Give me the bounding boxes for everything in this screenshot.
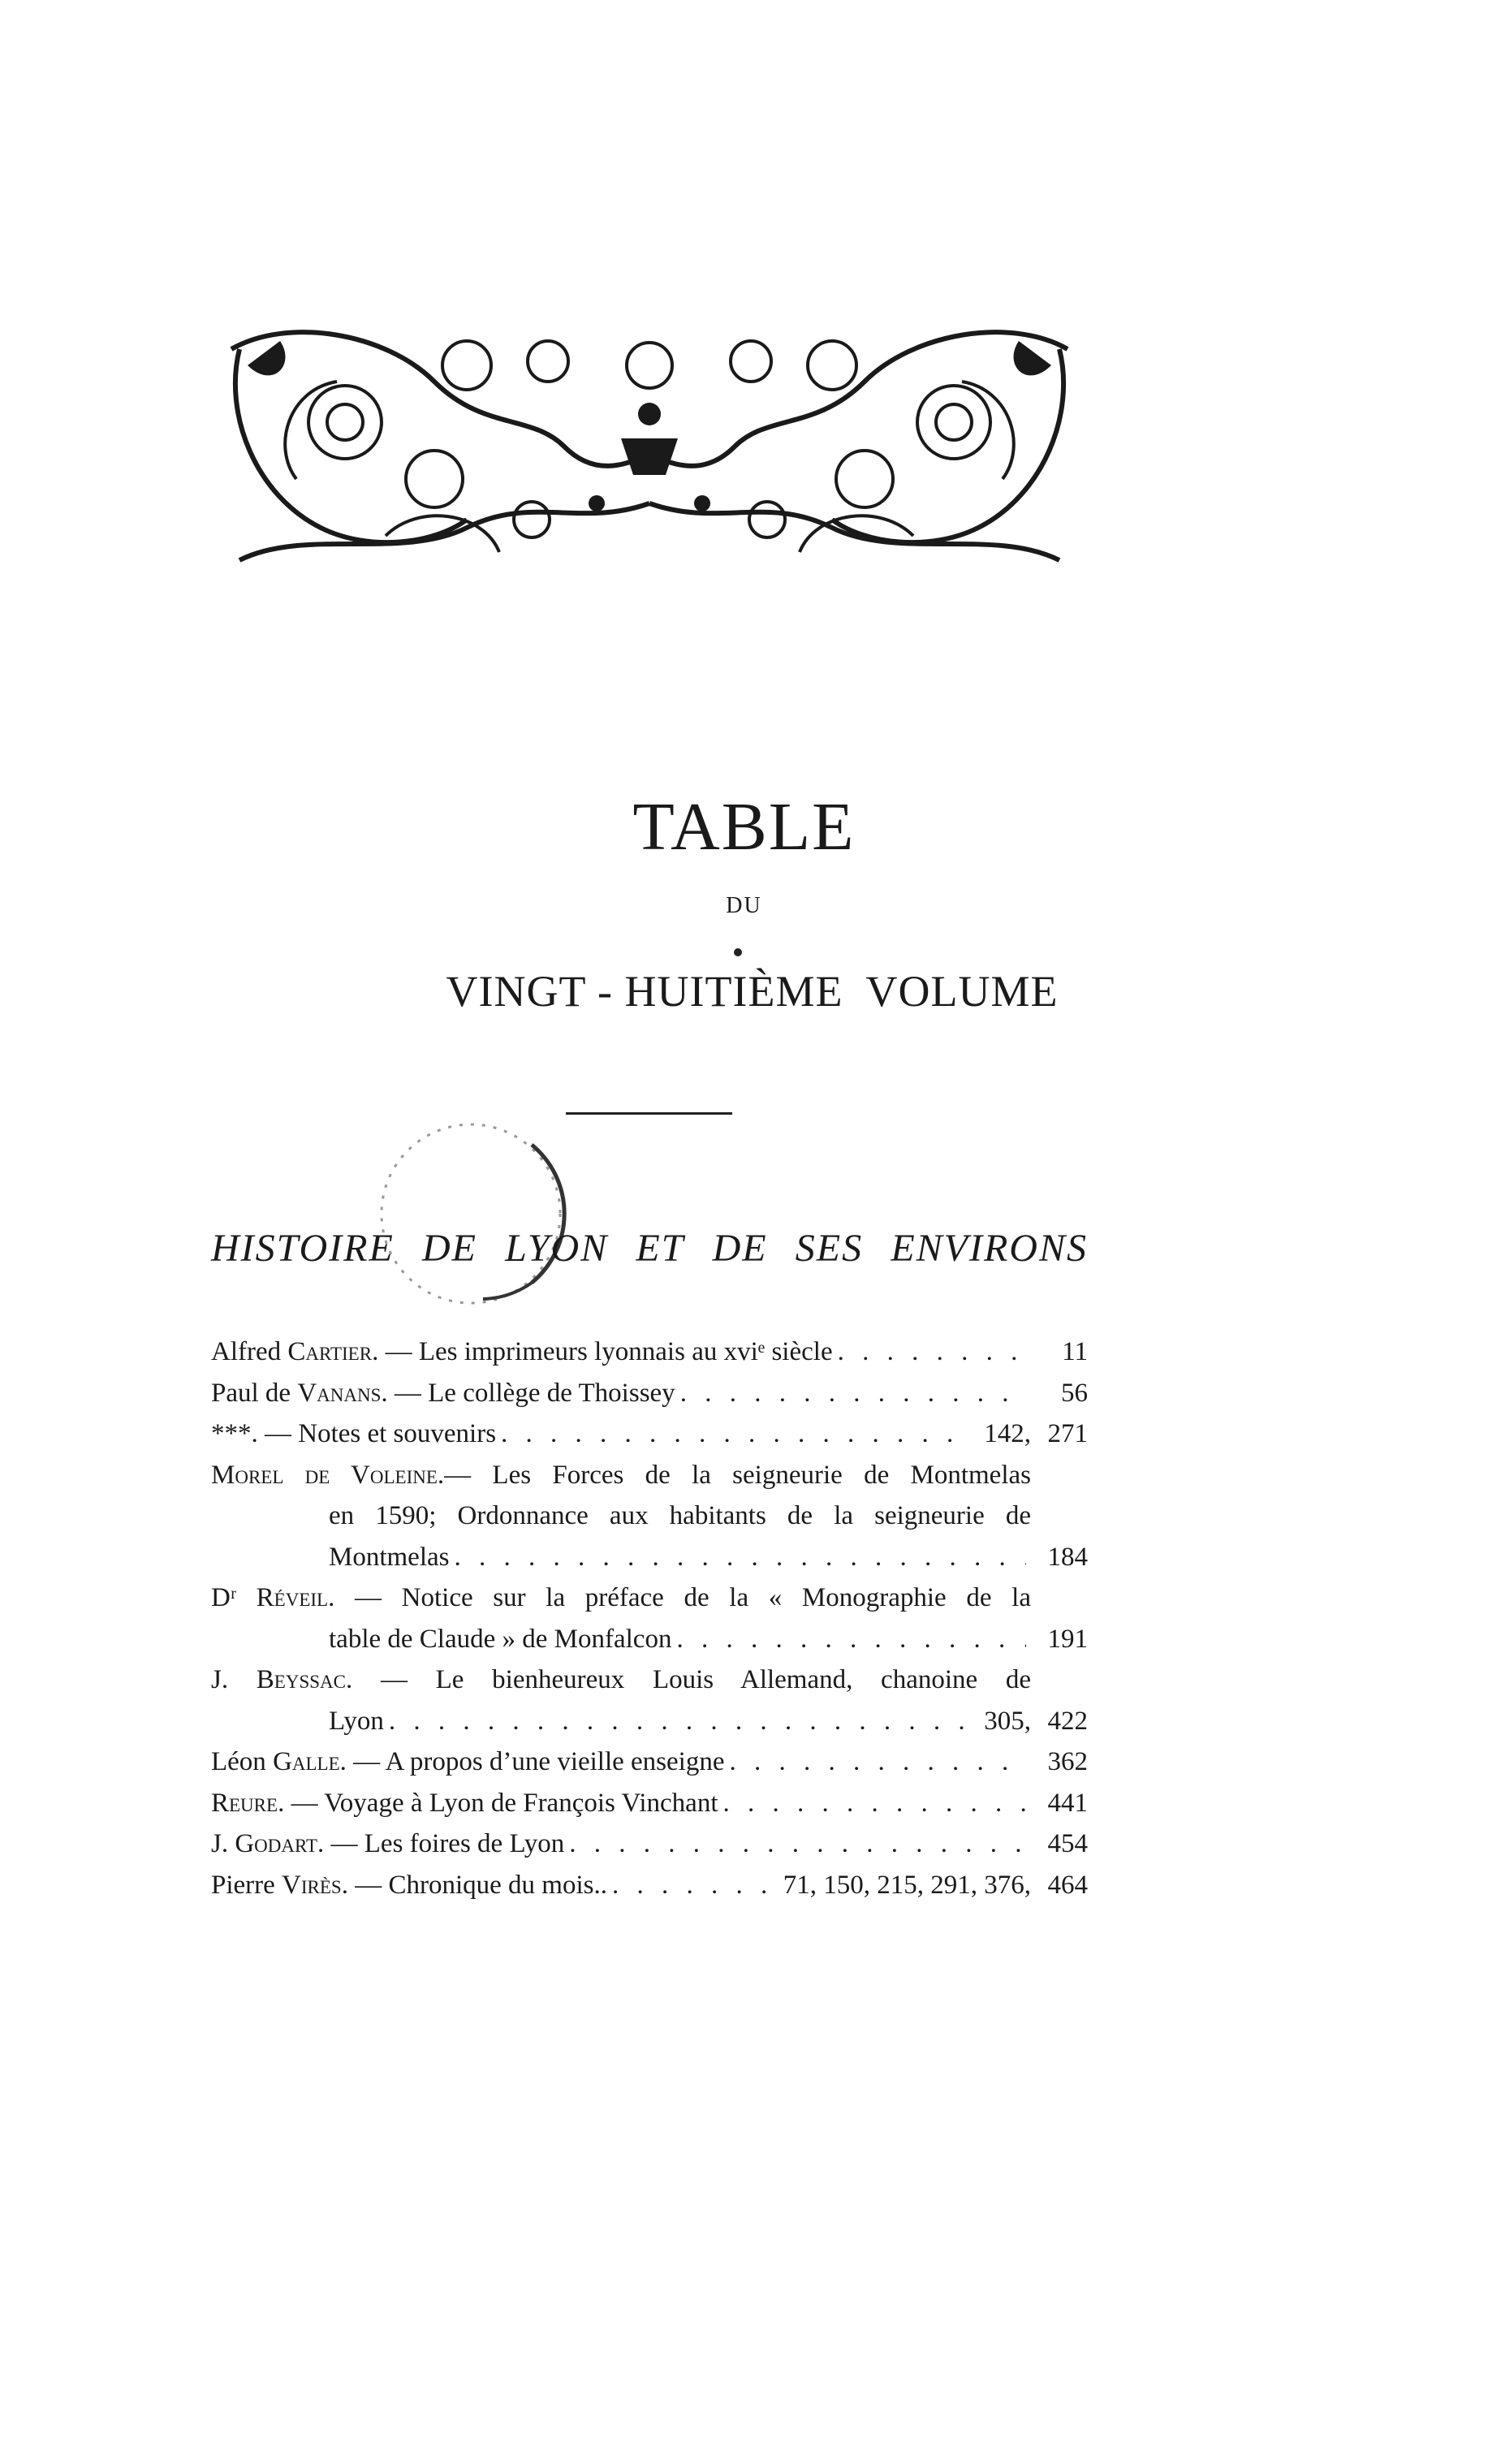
entry-author-prefix: Pierre — [211, 1870, 283, 1900]
toc-entry-continuation — [211, 1619, 1088, 1660]
entry-author-prefix: J. — [211, 1829, 235, 1858]
entry-page: 11 — [1062, 1337, 1088, 1366]
decorative-headpiece-ornament — [223, 317, 1076, 576]
entry-title: . — Chronique du mois.. — [341, 1870, 607, 1900]
leader-dots — [501, 1413, 973, 1455]
section-word: SES — [795, 1227, 864, 1270]
entry-heading — [211, 1413, 496, 1455]
toc-entry-continuation — [211, 1537, 1088, 1578]
entry-title-continuation: en 1590; Ordonnance aux habitants de la seigneurie de — [329, 1501, 1031, 1530]
toc-entry — [211, 1823, 1088, 1865]
leader-dots — [729, 1741, 1026, 1783]
library-stamp — [369, 1112, 572, 1315]
entry-page: 184 — [1047, 1542, 1088, 1572]
table-of-contents — [211, 1331, 1088, 1905]
entry-author-prefix: Paul de — [211, 1378, 298, 1408]
section-word: DE — [712, 1227, 768, 1270]
toc-entry — [211, 1413, 1088, 1455]
entry-author-prefix: Alfred — [211, 1337, 288, 1366]
leader-dots — [676, 1619, 1026, 1660]
leader-dots — [389, 1701, 973, 1742]
subtitle-du: DU — [726, 893, 762, 918]
entry-title: . — Le collège de Thoissey — [381, 1378, 675, 1408]
entry-heading — [211, 1741, 724, 1783]
toc-entry — [211, 1865, 1088, 1906]
entry-author-surname: Virès — [282, 1870, 342, 1900]
ornamental-dot — [734, 948, 742, 956]
entry-page: 191 — [1047, 1624, 1088, 1654]
entry-author-surname: *** — [211, 1419, 252, 1448]
entry-heading — [211, 1823, 564, 1865]
toc-entry — [211, 1783, 1088, 1824]
leader-dots — [838, 1331, 1026, 1373]
toc-entry — [211, 1331, 1088, 1373]
entry-author-prefix: J. — [211, 1665, 257, 1694]
entry-title-continuation: table de Claude » de Monfalcon — [329, 1624, 672, 1654]
entry-title: .— Les Forces de la seigneurie de Montmelas — [437, 1460, 1031, 1490]
entry-pages: 305, — [984, 1706, 1031, 1736]
entry-author-surname: Morel de Voleine — [211, 1460, 438, 1490]
entry-title: . — Voyage à Lyon de François Vinchant — [278, 1788, 718, 1818]
entry-heading — [211, 1783, 718, 1824]
toc-entry-continuation — [211, 1495, 1088, 1537]
entry-heading — [211, 1659, 1031, 1701]
volume-title: VINGT - HUITIÈME VOLUME — [446, 967, 1059, 1016]
section-word: LYON — [505, 1227, 609, 1270]
entry-page: 56 — [1061, 1378, 1088, 1408]
entry-author-prefix: Dʳ — [211, 1583, 257, 1612]
entry-author-surname: Réveil — [256, 1583, 329, 1612]
entry-title-continuation: Lyon — [329, 1706, 384, 1736]
entry-heading — [211, 1455, 1031, 1496]
leader-dots — [680, 1373, 1026, 1414]
section-heading — [211, 1226, 1088, 1271]
entry-author-surname: Reure — [211, 1788, 278, 1818]
entry-page: 362 — [1047, 1747, 1088, 1776]
entry-title: . — A propos d’une vieille enseigne — [339, 1747, 725, 1776]
entry-title: . — Les foires de Lyon — [317, 1829, 565, 1858]
entry-title: . — Le bienheureux Louis Allemand, chanoine de — [346, 1665, 1032, 1694]
toc-entry-continuation — [211, 1701, 1088, 1742]
section-word: ENVIRONS — [891, 1227, 1088, 1270]
entry-pages: 71, 150, 215, 291, 376, — [783, 1870, 1031, 1900]
entry-title: . — Notice sur la préface de la « Monographie de la — [328, 1583, 1031, 1612]
entry-heading — [211, 1373, 675, 1414]
entry-author-surname: Galle — [273, 1747, 340, 1776]
section-word: ET — [636, 1227, 685, 1270]
leader-dots — [569, 1823, 1026, 1865]
entry-author-prefix: Léon — [211, 1747, 274, 1776]
entry-author-surname: Cartier — [287, 1337, 373, 1366]
entry-page: 441 — [1047, 1788, 1088, 1818]
leader-dots — [454, 1537, 1026, 1578]
entry-pages: 142, — [984, 1419, 1031, 1448]
entry-title: . — Notes et souvenirs — [251, 1419, 497, 1448]
toc-entry — [211, 1373, 1088, 1414]
entry-title: . — Les imprimeurs lyonnais au xviᵉ siècle — [372, 1337, 833, 1366]
entry-author-surname: Godart — [235, 1829, 318, 1858]
entry-page: 454 — [1047, 1829, 1088, 1858]
section-word: DE — [421, 1227, 477, 1270]
entry-author-surname: Vanans — [297, 1378, 382, 1408]
toc-entry — [211, 1659, 1088, 1701]
divider-rule — [566, 1112, 732, 1115]
entry-page: 422 — [1047, 1706, 1088, 1736]
toc-entry — [211, 1455, 1088, 1496]
entry-title-continuation: Montmelas — [329, 1542, 450, 1572]
page-title: TABLE — [632, 789, 856, 865]
toc-entry — [211, 1741, 1088, 1783]
entry-heading — [211, 1577, 1031, 1619]
entry-page: 271 — [1047, 1419, 1088, 1448]
entry-heading — [211, 1331, 833, 1373]
entry-page: 464 — [1047, 1870, 1088, 1900]
entry-heading — [211, 1865, 607, 1906]
entry-author-surname: Beyssac — [256, 1665, 347, 1694]
leader-dots — [723, 1783, 1027, 1824]
leader-dots — [612, 1865, 772, 1906]
section-word: HISTOIRE — [211, 1227, 395, 1270]
toc-entry — [211, 1577, 1088, 1619]
